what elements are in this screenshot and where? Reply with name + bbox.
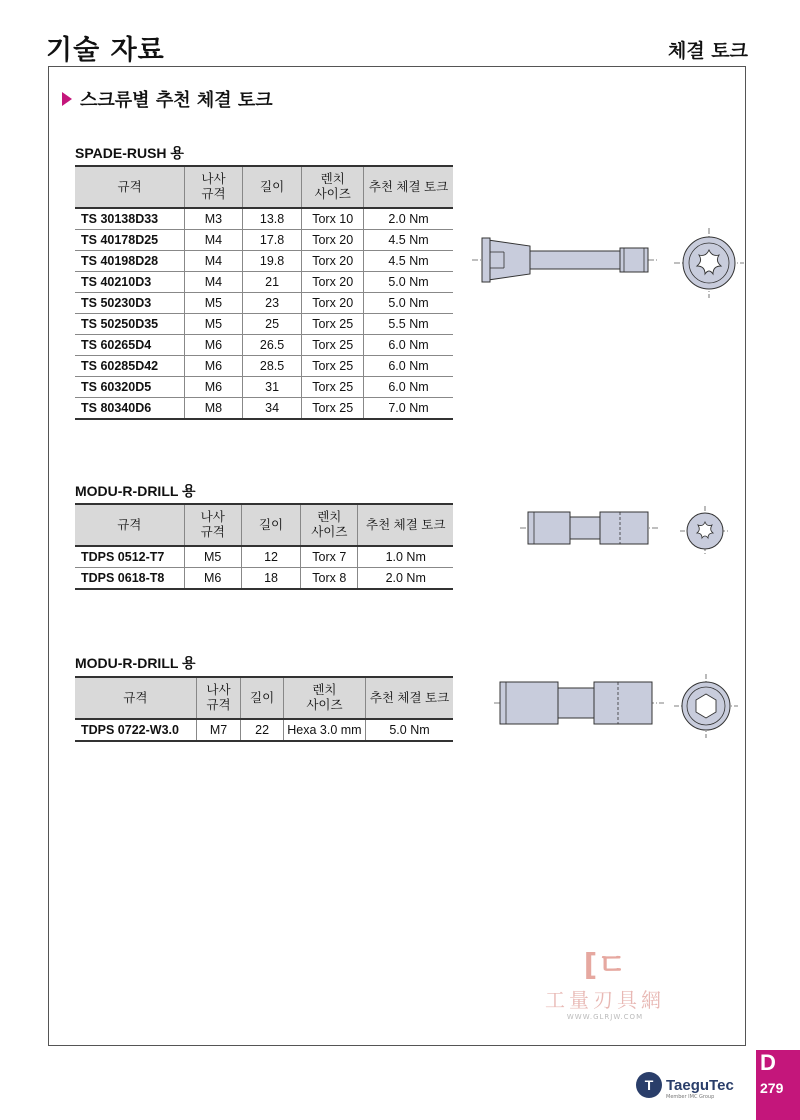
- col-torque: 추천 체결 토크: [358, 504, 453, 546]
- watermark-chinese: 工量刃具網: [545, 988, 665, 1012]
- table-header-row: [75, 677, 453, 719]
- col-thread: 나사 규격: [185, 166, 243, 208]
- page-number: 279: [760, 1080, 784, 1096]
- hex-end-view-drawing: [674, 674, 738, 738]
- table-header-row: [75, 504, 453, 546]
- col-thread: 나사 규격: [184, 504, 241, 546]
- col-length: 길이: [241, 504, 300, 546]
- table-row: TS 60320D5 M6 31 Torx 25 6.0 Nm: [75, 377, 453, 398]
- watermark-mark: [ㄷ: [583, 948, 627, 983]
- table-row: TDPS 0722-W3.0 M7 22 Hexa 3.0 mm 5.0 Nm: [75, 719, 453, 741]
- table-row: TS 40210D3 M4 21 Torx 20 5.0 Nm: [75, 272, 453, 293]
- table-row: TS 40198D28 M4 19.8 Torx 20 4.5 Nm: [75, 251, 453, 272]
- group-title-spade-rush: SPADE-RUSH 용: [75, 145, 184, 161]
- screw-side-view-drawing: [470, 228, 660, 292]
- torx-end-view-drawing: [674, 228, 744, 298]
- table-row: TS 60265D4 M6 26.5 Torx 25 6.0 Nm: [75, 335, 453, 356]
- table-row: TS 50250D35 M5 25 Torx 25 5.5 Nm: [75, 314, 453, 335]
- logo-mark-icon: T: [636, 1072, 662, 1098]
- section-heading-text: 스크류별 추천 체결 토크: [80, 90, 273, 111]
- table-row: TS 60285D42 M6 28.5 Torx 25 6.0 Nm: [75, 356, 453, 377]
- page-subtitle: 체결 토크: [667, 40, 748, 62]
- logo-text: TaeguTec: [666, 1076, 734, 1094]
- col-torque: 추천 체결 토크: [366, 677, 453, 719]
- torque-table-modu-r-drill-1: [75, 503, 453, 590]
- col-torque: 추천 체결 토크: [364, 166, 453, 208]
- torx-end-view-drawing-2: [680, 506, 730, 556]
- logo-subtext: Member IMC Group: [666, 1094, 715, 1100]
- watermark-url: WWW.GLRJW.COM: [566, 1013, 644, 1021]
- col-thread: 나사 규격: [196, 677, 241, 719]
- table-row: TS 40178D25 M4 17.8 Torx 20 4.5 Nm: [75, 230, 453, 251]
- col-spec: 규격: [75, 166, 185, 208]
- col-length: 길이: [242, 166, 302, 208]
- col-wrench: 렌치 사이즈: [302, 166, 364, 208]
- section-heading: [62, 86, 273, 112]
- table-header-row: [75, 166, 453, 208]
- torque-table-modu-r-drill-2: [75, 676, 453, 742]
- table-row: TDPS 0618-T8 M6 18 Torx 8 2.0 Nm: [75, 568, 453, 590]
- triangle-bullet-icon: [62, 92, 72, 106]
- chapter-tab: [756, 1050, 800, 1120]
- group-title-modu-r-drill-1: MODU-R-DRILL 용: [75, 483, 196, 499]
- torque-table-spade-rush: [75, 165, 453, 420]
- watermark: [530, 940, 680, 1021]
- screw-side-view-drawing-2: [520, 502, 660, 554]
- chapter-letter: D: [760, 1050, 776, 1075]
- col-wrench: 렌치 사이즈: [301, 504, 358, 546]
- col-spec: 규격: [75, 504, 184, 546]
- page-title: 기술 자료: [46, 35, 165, 66]
- group-title-modu-r-drill-2: MODU-R-DRILL 용: [75, 655, 196, 671]
- col-spec: 규격: [75, 677, 196, 719]
- table-row: TS 50230D3 M5 23 Torx 20 5.0 Nm: [75, 293, 453, 314]
- col-wrench: 렌치 사이즈: [283, 677, 365, 719]
- col-length: 길이: [241, 677, 284, 719]
- screw-side-view-drawing-3: [494, 672, 664, 734]
- table-row: TDPS 0512-T7 M5 12 Torx 7 1.0 Nm: [75, 546, 453, 568]
- table-row: TS 30138D33 M3 13.8 Torx 10 2.0 Nm: [75, 208, 453, 230]
- table-row: TS 80340D6 M8 34 Torx 25 7.0 Nm: [75, 398, 453, 420]
